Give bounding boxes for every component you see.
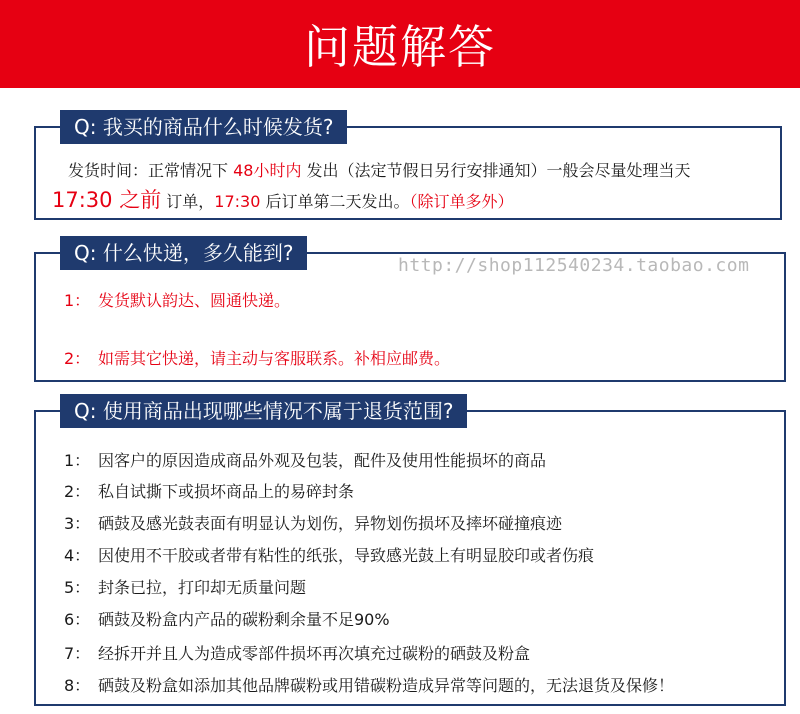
faq-question-return-policy: Q: 使用商品出现哪些情况不属于退货范围? [60, 394, 467, 428]
item-number: 8： [64, 676, 91, 695]
list-item [64, 448, 546, 471]
faq-question-express: Q: 什么快递，多久能到? [60, 236, 307, 270]
item-number: 1： [64, 451, 91, 470]
answer-highlight: 48小时内 [233, 161, 302, 180]
item-text: 因客户的原因造成商品外观及包装，配件及使用性能损坏的商品 [98, 451, 547, 470]
item-text: 硒鼓及粉盒如添加其他品牌碳粉或用错碳粉造成异常等问题的，无法退货及保修！ [98, 676, 675, 695]
answer-text: 后订单第二天发出。 [260, 192, 410, 211]
list-item [64, 288, 290, 311]
list-item [64, 543, 594, 566]
item-text: 私自试撕下或损坏商品上的易碎封条 [98, 482, 355, 501]
item-text: 因使用不干胶或者带有粘性的纸张，导致感光鼓上有明显胶印或者伤痕 [98, 546, 595, 565]
header-banner [0, 0, 800, 88]
item-text: 经拆开并且人为造成零部件损坏再次填充过碳粉的硒鼓及粉盒 [98, 644, 531, 663]
item-text: 如需其它快递，请主动与客服联系。补相应邮费。 [98, 349, 451, 368]
faq-answer-line-1 [68, 158, 691, 181]
list-item [64, 479, 354, 502]
item-text: 硒鼓及粉盒内产品的碳粉剩余量不足90% [98, 610, 390, 629]
list-item [64, 673, 674, 696]
item-text: 硒鼓及感光鼓表面有明显认为划伤，异物划伤损坏及摔坏碰撞痕迹 [98, 514, 563, 533]
item-number: 2： [64, 482, 91, 501]
item-number: 4： [64, 546, 91, 565]
item-text: 发货默认韵达、圆通快递。 [98, 291, 291, 310]
item-number: 1： [64, 291, 91, 310]
item-text: 封条已拉，打印却无质量问题 [98, 578, 307, 597]
list-item [64, 346, 450, 369]
answer-text: 发出（法定节假日另行安排通知）一般会尽量处理当天 [301, 161, 691, 180]
answer-highlight: 17:30 [214, 192, 261, 211]
answer-note: （除订单多外） [409, 192, 514, 211]
list-item [64, 575, 306, 598]
list-item [64, 641, 530, 664]
page-title: 问题解答 [304, 20, 496, 74]
item-number: 3： [64, 514, 91, 533]
answer-highlight: 17:30 之前 [52, 188, 162, 212]
faq-question-shipping-time: Q: 我买的商品什么时候发货? [60, 110, 347, 144]
item-number: 5： [64, 578, 91, 597]
list-item [64, 607, 390, 630]
list-item [64, 511, 562, 534]
faq-answer-line-2 [52, 184, 514, 214]
shop-url-watermark: http://shop112540234.taobao.com [398, 255, 750, 276]
item-number: 6： [64, 610, 91, 629]
item-number: 2： [64, 349, 91, 368]
answer-text: 发货时间：正常情况下 [68, 161, 234, 180]
item-number: 7： [64, 644, 91, 663]
answer-text: 订单， [161, 192, 215, 211]
